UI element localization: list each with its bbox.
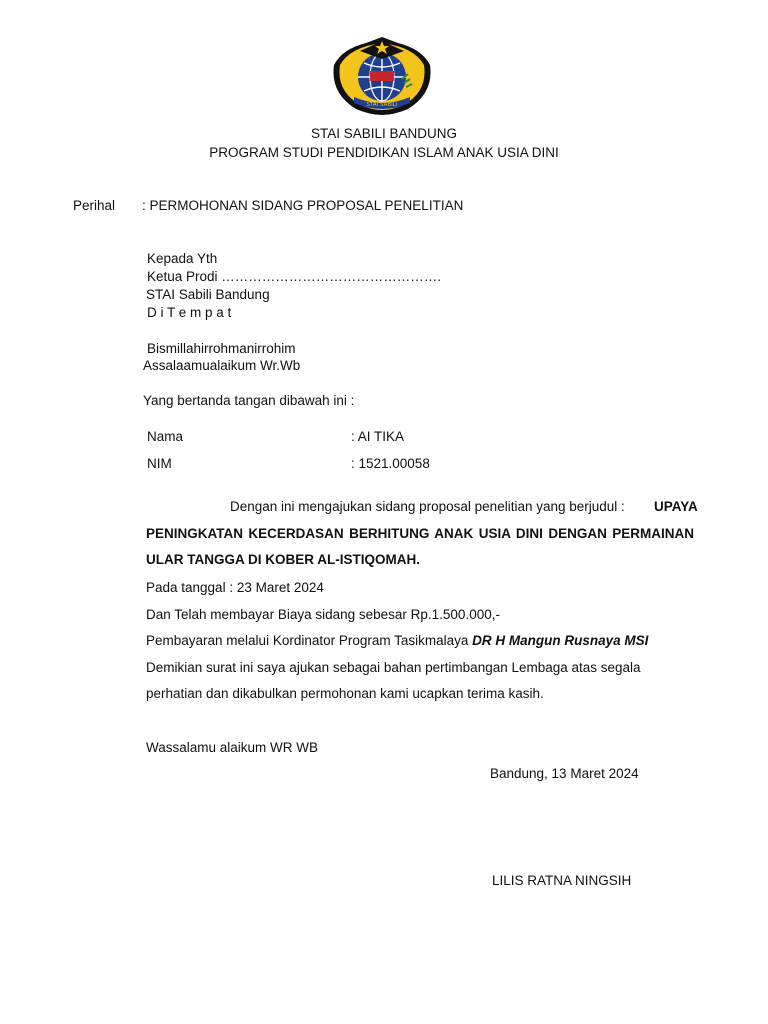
recipient-line4: D i T e m p a t [147,305,232,320]
signer-name: LILIS RATNA NINGSIH [492,873,632,888]
recipient-line1: Kepada Yth [147,251,218,266]
perihal-value: : PERMOHONAN SIDANG PROPOSAL PENELITIAN [142,198,464,213]
closing-line1: Demikian surat ini saya ajukan sebagai bahan pertimbangan Lembaga atas segala [146,660,641,675]
stai-sabili-logo-icon [330,35,435,115]
recipient-line3: STAI Sabili Bandung [146,287,270,302]
closing-line2: perhatian dan dikabulkan permohonan kami ucapkan terima kasih. [146,686,544,701]
name-value: : AI TIKA [351,429,405,444]
name-label: Nama [147,429,184,444]
via-line [146,633,648,648]
title-word1: UPAYA [654,499,698,514]
intro-text: Yang bertanda tangan dibawah ini : [143,393,355,408]
nim-label: NIM [147,456,172,471]
via-prefix: Pembayaran melalui Kordinator Program Tasikmalaya [146,633,469,648]
recipient-line2: Ketua Prodi …………………………………………. [147,269,442,284]
title-line2: PENINGKATAN KECERDASAN BERHITUNG ANAK USIA DINI DENGAN PERMAINAN [146,526,694,541]
title-line3: ULAR TANGGA DI KOBER AL-ISTIQOMAH. [146,552,420,567]
date-line: Pada tanggal : 23 Maret 2024 [146,580,324,595]
logo-banner-text: STAI SABILI [366,102,398,108]
greeting-salam: Assalaamualaikum Wr.Wb [143,358,301,373]
place-date: Bandung, 13 Maret 2024 [490,766,639,781]
nim-value: : 1521.00058 [351,456,430,471]
perihal-label: Perihal [73,198,116,213]
wassalam-text: Wassalamu alaikum WR WB [146,740,319,755]
greeting-basmala: Bismillahirrohmanirrohim [147,341,296,356]
request-prefix: Dengan ini mengajukan sidang proposal penelitian yang berjudul : [230,499,625,514]
via-name: DR H Mangun Rusnaya MSI [472,633,649,648]
payment-line: Dan Telah membayar Biaya sidang sebesar Rp.1.500.000,- [146,607,500,622]
program-name: PROGRAM STUDI PENDIDIKAN ISLAM ANAK USIA DINI [209,145,559,160]
institution-name: STAI SABILI BANDUNG [310,126,458,141]
